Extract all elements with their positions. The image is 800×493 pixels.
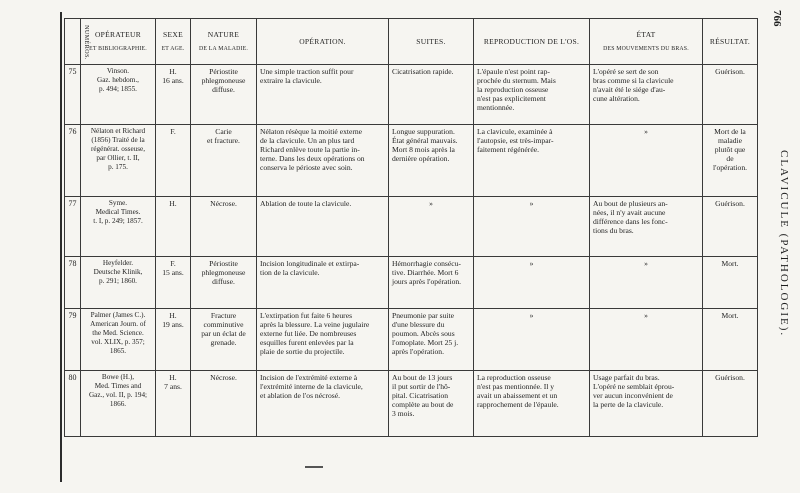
cell-resultat xyxy=(703,257,758,309)
table-header-row xyxy=(65,19,758,65)
cell-line: Palmer (James C.). xyxy=(90,311,146,319)
cell-line: Nécrose. xyxy=(210,373,237,382)
cell-line: Nélaton et Richard xyxy=(90,127,146,135)
cell-line: l'opération. xyxy=(712,163,748,172)
cell-line: Mort de la xyxy=(714,127,746,136)
cell-operation xyxy=(257,309,389,371)
cell-line: » xyxy=(529,199,534,208)
cell-line: par un éclat de xyxy=(201,329,246,338)
cell-suites xyxy=(389,371,474,437)
cell-line: avait un abaissement et un xyxy=(477,391,558,400)
header-nature: NATURE DE LA MALADIE. xyxy=(191,19,257,65)
cell-line: Longue suppuration. xyxy=(392,127,455,136)
cell-resultat xyxy=(703,65,758,125)
cell-line: différence dans les fonc- xyxy=(593,217,668,226)
cell-line: Vinson. xyxy=(106,67,130,75)
cell-line: nées, il n'y avait aucune xyxy=(593,208,666,217)
header-resultat: RÉSULTAT. xyxy=(703,19,758,65)
cell-operation xyxy=(257,125,389,197)
cell-line: l'omoplate. Mort 25 j. xyxy=(392,338,459,347)
cell-line: pital. Cicatrisation xyxy=(392,391,449,400)
cell-line: poumon. Abcès sous xyxy=(392,329,455,338)
cell-line: Mort. xyxy=(721,311,739,320)
cell-line: L'extirpation fut faite 6 heures xyxy=(260,311,353,320)
cell-line: Cicatrisation rapide. xyxy=(392,67,454,76)
cell-line: d'une blessure du xyxy=(392,320,445,329)
cell-suites xyxy=(389,257,474,309)
cell-line: n'est pas explicitement xyxy=(477,94,546,103)
header-operateur: OPÉRATEUR ET BIBLIOGRAPHIE. xyxy=(81,19,156,65)
cell-line: l'autopsie, est très-impar- xyxy=(477,136,554,145)
cell-operateur xyxy=(81,309,156,371)
cell-line: Guérison. xyxy=(715,67,745,76)
cell-line: Ablation de toute la clavicule. xyxy=(260,199,352,208)
cell-line: Bowe (H.), xyxy=(101,373,135,381)
cell-reproduction xyxy=(474,197,590,257)
cell-line: Gaz. hebdom., xyxy=(97,76,139,84)
cell-line: la perte de la clavicule. xyxy=(593,400,664,409)
cell-line: la reproduction osseuse xyxy=(477,85,549,94)
cell-line: Medical Times. xyxy=(95,208,141,216)
cell-line: La clavicule, examinée à xyxy=(477,127,553,136)
cell-line: tive. Diarrhée. Mort 6 xyxy=(392,268,459,277)
cell-line: p. 175. xyxy=(108,163,128,171)
cell-line: phlegmoneuse xyxy=(201,268,246,277)
cell-line: Gaz., vol. II, p. 194; xyxy=(88,391,148,399)
cell-line: Usage parfait du bras. xyxy=(593,373,660,382)
cell-line: Guérison. xyxy=(715,199,745,208)
cell-etat xyxy=(590,65,703,125)
cell-etat xyxy=(590,257,703,309)
cell-line: F. xyxy=(170,127,176,136)
cell-line: Incision de l'extrémité externe à xyxy=(260,373,358,382)
header-suites: SUITES. xyxy=(389,19,474,65)
cell-line: après la blessure. La veine jugulaire xyxy=(260,320,370,329)
cell-numero: 78 xyxy=(65,257,81,309)
cell-sexe xyxy=(156,371,191,437)
cell-line: Guérison. xyxy=(715,373,745,382)
cell-line: H. xyxy=(169,67,177,76)
cell-operation xyxy=(257,197,389,257)
cell-line: complète au bout de xyxy=(392,400,454,409)
cell-operation xyxy=(257,257,389,309)
cell-line: 15 ans. xyxy=(162,268,184,277)
cell-line: Syme. xyxy=(108,199,128,207)
cell-line: diffuse. xyxy=(212,85,235,94)
cell-line: F. xyxy=(170,259,176,268)
cell-line: Heyfelder. xyxy=(102,259,134,267)
printer-mark xyxy=(305,466,323,468)
cell-line: Hémorrhagie consécu- xyxy=(392,259,461,268)
cell-etat xyxy=(590,309,703,371)
table-body xyxy=(65,65,758,437)
cell-line: comminutive xyxy=(203,320,244,329)
cell-reproduction xyxy=(474,257,590,309)
cell-line: Incision longitudinale et extirpa- xyxy=(260,259,360,268)
cell-line: n'avait été le siége d'au- xyxy=(593,85,666,94)
cell-suites xyxy=(389,309,474,371)
header-numeros: NUMÉROS. xyxy=(65,19,81,65)
cell-line: vol. XLIX, p. 357; xyxy=(91,338,145,346)
cell-reproduction xyxy=(474,371,590,437)
cell-line: terne. Dans les deux opérations on xyxy=(260,154,365,163)
cell-line: de la clavicule. Un an plus tard xyxy=(260,136,355,145)
cell-line: » xyxy=(529,259,534,268)
cell-operateur xyxy=(81,125,156,197)
cell-line: » xyxy=(644,259,648,268)
cell-line: » xyxy=(644,311,648,320)
cell-line: phlegmoneuse xyxy=(201,76,246,85)
cell-etat xyxy=(590,125,703,197)
cell-numero: 75 xyxy=(65,65,81,125)
cell-line: » xyxy=(429,199,433,208)
cell-reproduction xyxy=(474,65,590,125)
cell-line: extraire la clavicule. xyxy=(260,76,322,85)
cell-line: » xyxy=(644,127,648,136)
cell-line: cune altération. xyxy=(593,94,640,103)
cell-line: the Med. Science. xyxy=(92,329,144,337)
cell-nature xyxy=(191,65,257,125)
cell-line: et fracture. xyxy=(207,136,240,145)
cell-line: prochée du sternum. Mais xyxy=(477,76,556,85)
cell-resultat xyxy=(703,125,758,197)
cell-line: Pneumonie par suite xyxy=(392,311,455,320)
cell-nature xyxy=(191,371,257,437)
cell-resultat xyxy=(703,197,758,257)
table-row xyxy=(65,371,758,437)
cell-line: 7 ans. xyxy=(164,382,182,391)
cell-sexe xyxy=(156,125,191,197)
cell-line: faitement régénérée. xyxy=(477,145,539,154)
cell-line: Au bout de 13 jours xyxy=(392,373,453,382)
cell-suites xyxy=(389,125,474,197)
table-row xyxy=(65,257,758,309)
header-reproduction: REPRODUCTION DE L'OS. xyxy=(474,19,590,65)
cell-line: Med. Times and xyxy=(94,382,142,390)
cell-line: L'opéré ne semblait éprou- xyxy=(593,382,675,391)
cell-line: Nélaton résèque la moitié externe xyxy=(260,127,363,136)
cell-sexe xyxy=(156,197,191,257)
cell-line: tion de la clavicule. xyxy=(260,268,320,277)
cell-nature xyxy=(191,309,257,371)
cell-line: Richard enlève toute la partie in- xyxy=(260,145,360,154)
cell-line: mentionnée. xyxy=(477,103,515,112)
cell-line: grenade. xyxy=(210,338,237,347)
cell-line: de xyxy=(726,154,734,163)
cell-numero: 76 xyxy=(65,125,81,197)
cell-line: 3 mois. xyxy=(392,409,415,418)
cell-etat xyxy=(590,197,703,257)
cell-line: l'extrémité interne de la clavicule, xyxy=(260,382,363,391)
cell-resultat xyxy=(703,309,758,371)
cell-line: L'opéré se sert de son xyxy=(593,67,659,76)
cell-line: 1865. xyxy=(109,347,127,355)
cell-operation xyxy=(257,371,389,437)
cell-etat xyxy=(590,371,703,437)
cell-line: bras comme si la clavicule xyxy=(593,76,674,85)
cell-line: Nécrose. xyxy=(210,199,237,208)
cell-line: après l'opération. xyxy=(392,347,444,356)
cell-line: Deutsche Klinik, xyxy=(93,268,143,276)
case-table xyxy=(64,18,758,437)
cell-line: conserva le périoste avec soin. xyxy=(260,163,353,172)
page-number: 766 xyxy=(771,10,783,27)
cell-sexe xyxy=(156,257,191,309)
table-row xyxy=(65,309,758,371)
cell-line: p. 494; 1855. xyxy=(99,85,137,93)
cell-sexe xyxy=(156,65,191,125)
cell-line: H. xyxy=(169,373,177,382)
table-row xyxy=(65,65,758,125)
running-title: CLAVICULE (PATHOLOGIE). xyxy=(778,150,790,338)
cell-numero: 79 xyxy=(65,309,81,371)
cell-numero: 80 xyxy=(65,371,81,437)
cell-line: 16 ans. xyxy=(162,76,184,85)
cell-operation xyxy=(257,65,389,125)
cell-line: n'est pas mentionnée. Il y xyxy=(477,382,555,391)
cell-line: régénérat. osseuse, xyxy=(90,145,146,153)
cell-line: Mort. xyxy=(721,259,739,268)
cell-line: L'épaule n'est point rap- xyxy=(477,67,550,76)
cell-line: Carie xyxy=(215,127,232,136)
cell-line: État général mauvais. xyxy=(392,136,458,145)
cell-line: Une simple traction suffit pour xyxy=(260,67,354,76)
cell-line: plutôt que xyxy=(714,145,746,154)
cell-line: 1866. xyxy=(109,400,127,408)
cell-line: esquilles furent enlevées par la xyxy=(260,338,354,347)
cell-line: jours après l'opération. xyxy=(392,277,462,286)
cell-line: (1856) Traité de la xyxy=(91,136,145,144)
cell-line: Mort 8 mois après la xyxy=(392,145,455,154)
cell-line: Fracture xyxy=(210,311,237,320)
cell-line: ver aucun inconvénient de xyxy=(593,391,673,400)
cell-line: » xyxy=(529,311,534,320)
cell-nature xyxy=(191,257,257,309)
cell-sexe xyxy=(156,309,191,371)
cell-reproduction xyxy=(474,309,590,371)
cell-line: Périostite xyxy=(209,259,238,268)
cell-reproduction xyxy=(474,125,590,197)
cell-operateur xyxy=(81,371,156,437)
cell-line: rapprochement de l'épaule. xyxy=(477,400,559,409)
cell-line: il put sortir de l'hô- xyxy=(392,382,451,391)
cell-line: diffuse. xyxy=(212,277,235,286)
cell-line: American Journ. of xyxy=(90,320,146,328)
header-operation: OPÉRATION. xyxy=(257,19,389,65)
cell-line: H. xyxy=(169,311,177,320)
cell-nature xyxy=(191,125,257,197)
cell-line: 19 ans. xyxy=(162,320,184,329)
cell-line: dernière opération. xyxy=(392,154,450,163)
cell-line: La reproduction osseuse xyxy=(477,373,551,382)
cell-operateur xyxy=(81,65,156,125)
header-sexe: SEXE ET AGE. xyxy=(156,19,191,65)
cell-line: externe fut liée. De nombreuses xyxy=(260,329,357,338)
cell-line: tions du bras. xyxy=(593,226,634,235)
cell-suites xyxy=(389,197,474,257)
cell-line: t. I, p. 249; 1857. xyxy=(93,217,143,225)
cell-line: p. 291; 1860. xyxy=(99,277,137,285)
header-etat: ÉTAT DES MOUVEMENTS DU BRAS. xyxy=(590,19,703,65)
cell-line: et ablation de l'os nécrosé. xyxy=(260,391,341,400)
cell-suites xyxy=(389,65,474,125)
cell-line: H. xyxy=(169,199,177,208)
cell-line: Périostite xyxy=(209,67,238,76)
table-row xyxy=(65,125,758,197)
page-margin-rule xyxy=(60,12,62,482)
cell-nature xyxy=(191,197,257,257)
cell-line: plaie de sortie du projectile. xyxy=(260,347,345,356)
cell-line: Au bout de plusieurs an- xyxy=(593,199,668,208)
table-row xyxy=(65,197,758,257)
cell-line: maladie xyxy=(717,136,743,145)
cell-line: par Ollier, t. II, xyxy=(96,154,140,162)
cell-operateur xyxy=(81,257,156,309)
cell-resultat xyxy=(703,371,758,437)
cell-operateur xyxy=(81,197,156,257)
cell-numero: 77 xyxy=(65,197,81,257)
